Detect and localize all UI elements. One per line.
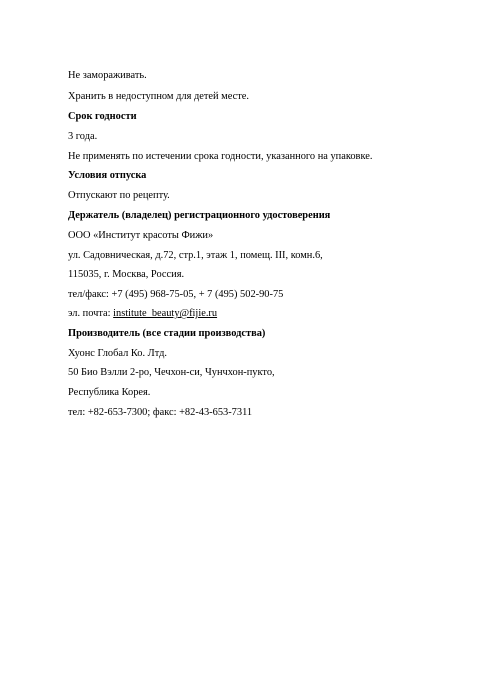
- dispensing-value: Отпускают по рецепту.: [68, 190, 170, 201]
- holder-address-line1: ул. Садовническая, д.72, стр.1, этаж 1, помещ. III, комн.6,: [68, 250, 323, 261]
- manufacturer-phone: тел: +82-653-7300; факс: +82-43-653-7311: [68, 407, 253, 418]
- manufacturer-heading: Производитель (все стадии производства): [68, 328, 266, 339]
- holder-heading: Держатель (владелец) регистрационного удостоверения: [68, 210, 331, 221]
- manufacturer-company: Хуонс Глобал Ко. Лтд.: [68, 348, 168, 359]
- dispensing-heading: Условия отпуска: [68, 170, 147, 181]
- holder-phone: тел/факс: +7 (495) 968-75-05, + 7 (495) 502-90-75: [68, 289, 284, 300]
- storage-keep-away-children: Хранить в недоступном для детей месте.: [68, 91, 249, 102]
- storage-no-freeze: Не замораживать.: [68, 70, 147, 81]
- manufacturer-address-line2: Республика Корея.: [68, 387, 151, 398]
- shelf-life-value: 3 года.: [68, 131, 98, 142]
- holder-email-link[interactable]: institute_beauty@fijie.ru: [113, 308, 218, 319]
- holder-company: ООО «Институт красоты Фижи»: [68, 230, 214, 241]
- holder-email-row: [68, 307, 217, 320]
- shelf-life-heading: Срок годности: [68, 111, 137, 122]
- holder-email-label: эл. почта:: [68, 308, 114, 319]
- shelf-life-note: Не применять по истечении срока годности, указанного на упаковке.: [68, 151, 373, 162]
- holder-address-line2: 115035, г. Москва, Россия.: [68, 269, 185, 280]
- manufacturer-address-line1: 50 Био Вэлли 2-ро, Чечхон-си, Чунчхон-пукто,: [68, 367, 275, 378]
